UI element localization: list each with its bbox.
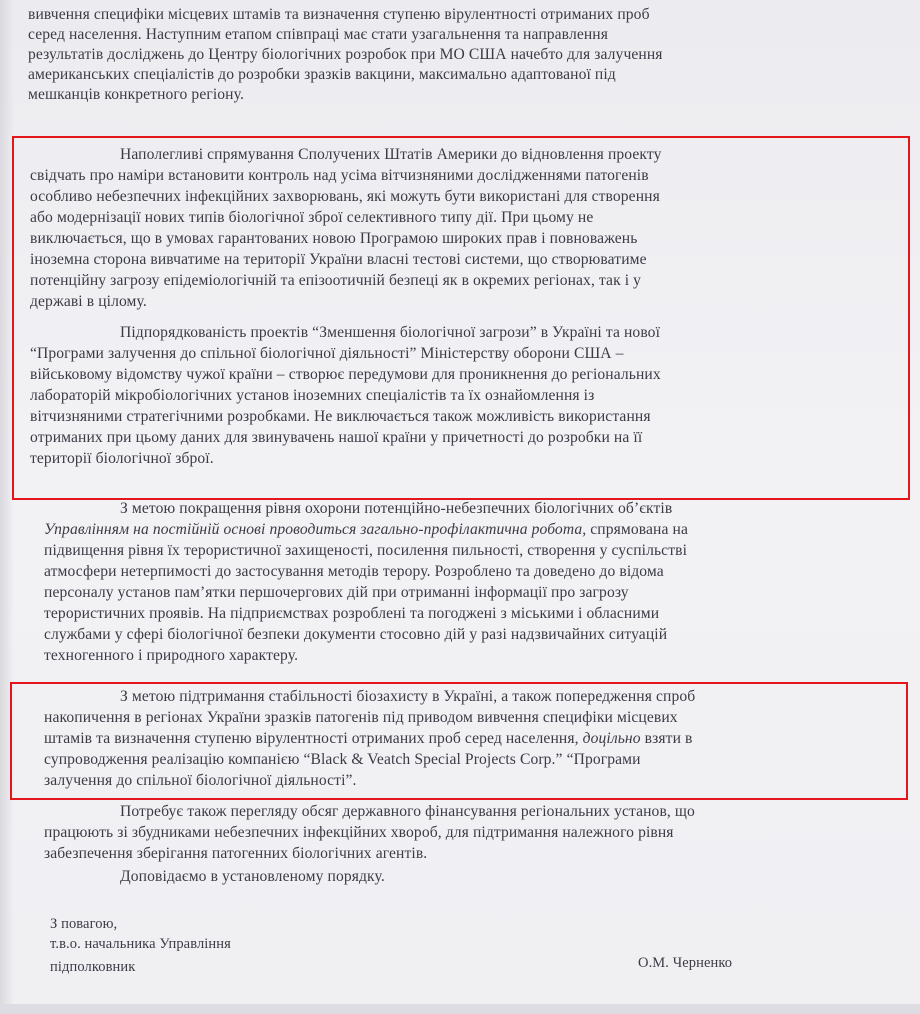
text-fragment: спрямована на [586, 521, 688, 538]
text-line: “Програми залучення до спільної біологічної діяльності” Міністерству оборони США – [30, 345, 624, 362]
text-line: супроводження реалізацію компанією “Black & Veatch Special Projects Corp.” “Програми [44, 751, 641, 768]
signature-rank: підполковник [50, 959, 136, 975]
text-fragment: взяти в [640, 730, 693, 747]
text-line: підвищення рівня їх терористичної захищеності, посилення пильності, створення у суспільстві [44, 542, 687, 559]
text-line: забезпечення зберігання патогенних біологічних агентів. [44, 845, 428, 862]
text-line: З метою покращення рівня охорони потенційно-небезпечних біологічних об’єктів [120, 500, 673, 517]
text-line [44, 521, 688, 539]
italic-word: доцільно [582, 730, 641, 747]
text-line: накопичення в регіонах України зразків патогенів під приводом вивчення специфіки місцевих [44, 709, 678, 726]
text-line: серед населення. Наступним етапом співпраці має стати узагальнення та направлення [28, 26, 609, 43]
text-line: атмосфери нетерпимості до застосування методів терору. Розроблено та доведено до відома [44, 563, 664, 580]
text-line: залучення до спільної біологічної діяльності”. [44, 772, 357, 789]
text-line: службами у сфері біологічної безпеки документи стосовно дій у разі надзвичайних ситуацій [44, 626, 668, 643]
text-line: виключається, що в умовах гарантованих новою Програмою широких прав і повноважень [30, 230, 638, 247]
text-line: мешканців конкретного регіону. [28, 86, 244, 103]
text-fragment: штамів та визначення ступеню вірулентності отриманих проб серед населення, [44, 730, 583, 747]
text-line: військовому відомству чужої країни – створює передумови для проникнення до регіональних [30, 366, 661, 383]
signature-name: О.М. Черненко [638, 955, 733, 971]
text-line: особливо небезпечних інфекційних захворювань, які можуть бути використані для створення [30, 188, 660, 205]
text-line: техногенного і природного характеру. [44, 647, 299, 664]
italic-phrase: Управлінням на постійній основі проводиться загально-профілактична робота, [44, 521, 587, 538]
text-line: свідчать про наміри встановити контроль над усіма вітчизняними дослідженнями патогенів [30, 167, 649, 184]
signature-position: т.в.о. начальника Управління [50, 936, 231, 952]
text-line: працюють зі збудниками небезпечних інфекційних хвороб, для підтримання належного рівня [44, 824, 674, 841]
text-line: державі в цілому. [30, 293, 147, 310]
text-line: терористичних проявів. На підприємствах розроблені та погоджені з міськими і обласними [44, 605, 660, 622]
text-line: З метою підтримання стабільності біозахисту в Україні, а також попередження спроб [120, 688, 696, 705]
text-line: персоналу установ пам’ятки першочергових дій при отриманні інформації про загрозу [44, 584, 629, 601]
text-line: потенційну загрозу епідеміологічній та епізоотичній безпеці як в окремих регіонах, так і у [30, 272, 642, 289]
text-line: вивчення специфіки місцевих штамів та визначення ступеню вірулентності отриманих проб [28, 6, 650, 23]
signature-greeting: З повагою, [50, 916, 118, 932]
page-edge-shadow [0, 0, 14, 1014]
page-bottom-edge [0, 1004, 920, 1014]
text-line: вітчизняними стратегічними розробками. Не виключається також можливість використання [30, 408, 651, 425]
text-line: отриманих при цьому даних для звинувачень нашої країни у причетності до розробки на її [30, 429, 643, 446]
text-line: іноземна сторона вивчатиме на території України власні тестові системи, що створюватиме [30, 251, 647, 268]
report-line: Доповідаємо в установленому порядку. [120, 868, 385, 885]
text-line: американських спеціалістів до розробки зразків вакцини, максимально адаптованої під [28, 66, 616, 83]
text-line: території біологічної зброї. [30, 450, 214, 467]
text-line: Наполегливі спрямування Сполучених Штатів Америки до відновлення проекту [120, 146, 662, 163]
text-line: результатів досліджень до Центру біологічних розробок при МО США начебто для залучення [28, 46, 663, 63]
text-line: Підпорядкованість проектів “Зменшення біологічної загрози” в Україні та нової [120, 324, 661, 341]
text-line: Потребує також перегляду обсяг державного фінансування регіональних установ, що [120, 803, 695, 820]
text-line: лабораторій мікробіологічних установ іноземних спеціалістів та їх ознайомлення із [30, 387, 595, 404]
text-line: або модернізації нових типів біологічної зброї селективного типу дії. При цьому не [30, 209, 594, 226]
text-line [44, 730, 693, 748]
